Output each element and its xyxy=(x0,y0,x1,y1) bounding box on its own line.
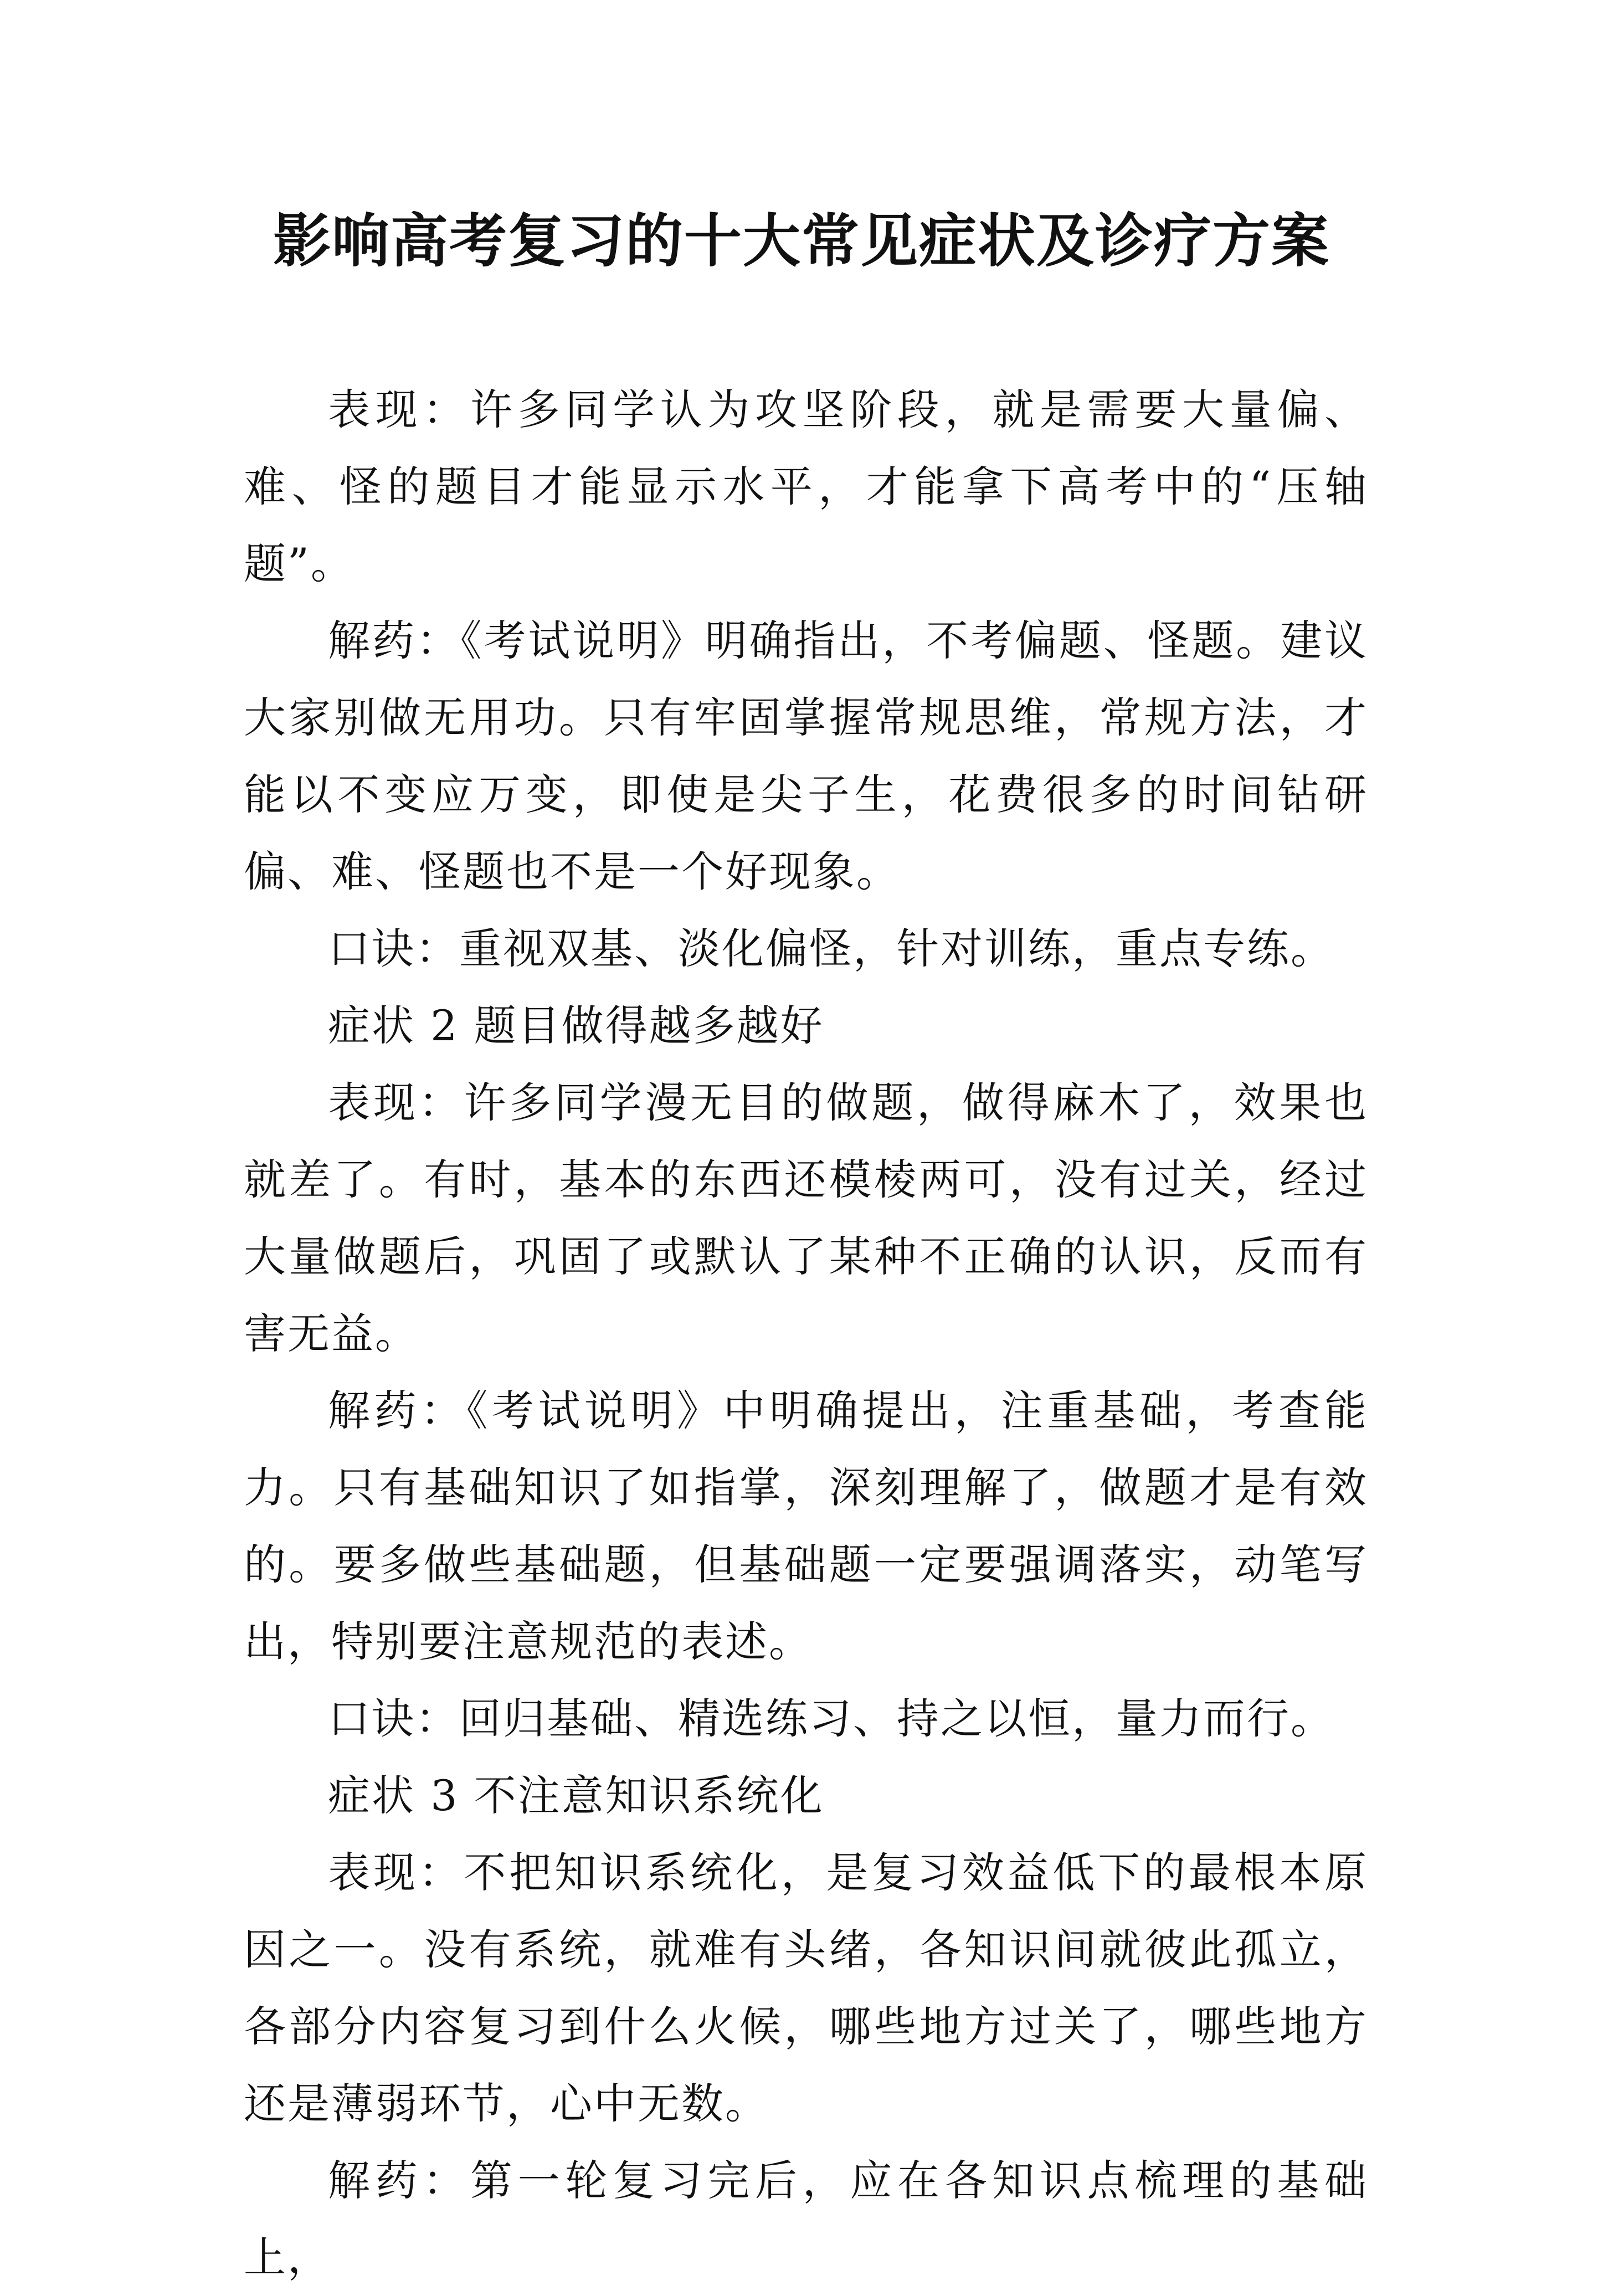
document-title: 影响高考复习的十大常见症状及诊疗方案 xyxy=(273,207,1330,275)
document-body xyxy=(244,371,1368,2296)
paragraph-symptom2-mnemonic: 口诀：回归基础、精选练习、持之以恒，量力而行。 xyxy=(328,1694,1334,1743)
paragraph-symptom3-remedy: 解药：第一轮复习完后，应在各知识点梳理的基础上， xyxy=(244,2156,1368,2282)
paragraph-symptom1-mnemonic: 口诀：重视双基、淡化偏怪，针对训练，重点专练。 xyxy=(328,924,1334,973)
paragraph-symptom2-manifestation: 表现：许多同学漫无目的做题，做得麻木了，效果也就差了。有时，基本的东西还模棱两可，没有过关，经过大量做题后，巩固了或默认了某种不正确的认识，反而有害无益。 xyxy=(244,1078,1368,1358)
paragraph-symptom2-remedy: 解药：《考试说明》中明确提出，注重基础，考查能力。只有基础知识了如指掌，深刻理解了，做题才是有效的。要多做些基础题，但基础题一定要强调落实，动笔写出，特别要注意规范的表述。 xyxy=(244,1386,1368,1666)
paragraph-symptom1-remedy: 解药：《考试说明》明确指出，不考偏题、怪题。建议大家别做无用功。只有牢固掌握常规思维，常规方法，才能以不变应万变，即使是尖子生，花费很多的时间钻研偏、难、怪题也不是一个好现象。 xyxy=(244,616,1368,896)
heading-symptom-2: 症状 2 题目做得越多越好 xyxy=(328,1001,824,1050)
paragraph-symptom3-manifestation: 表现：不把知识系统化，是复习效益低下的最根本原因之一。没有系统，就难有头绪，各知识间就彼此孤立，各部分内容复习到什么火候，哪些地方过关了，哪些地方还是薄弱环节，心中无数。 xyxy=(244,1848,1368,2128)
heading-symptom-3: 症状 3 不注意知识系统化 xyxy=(328,1771,824,1820)
paragraph-symptom1-manifestation: 表现：许多同学认为攻坚阶段，就是需要大量偏、难、怪的题目才能显示水平，才能拿下高考中的“压轴题”。 xyxy=(244,385,1368,588)
